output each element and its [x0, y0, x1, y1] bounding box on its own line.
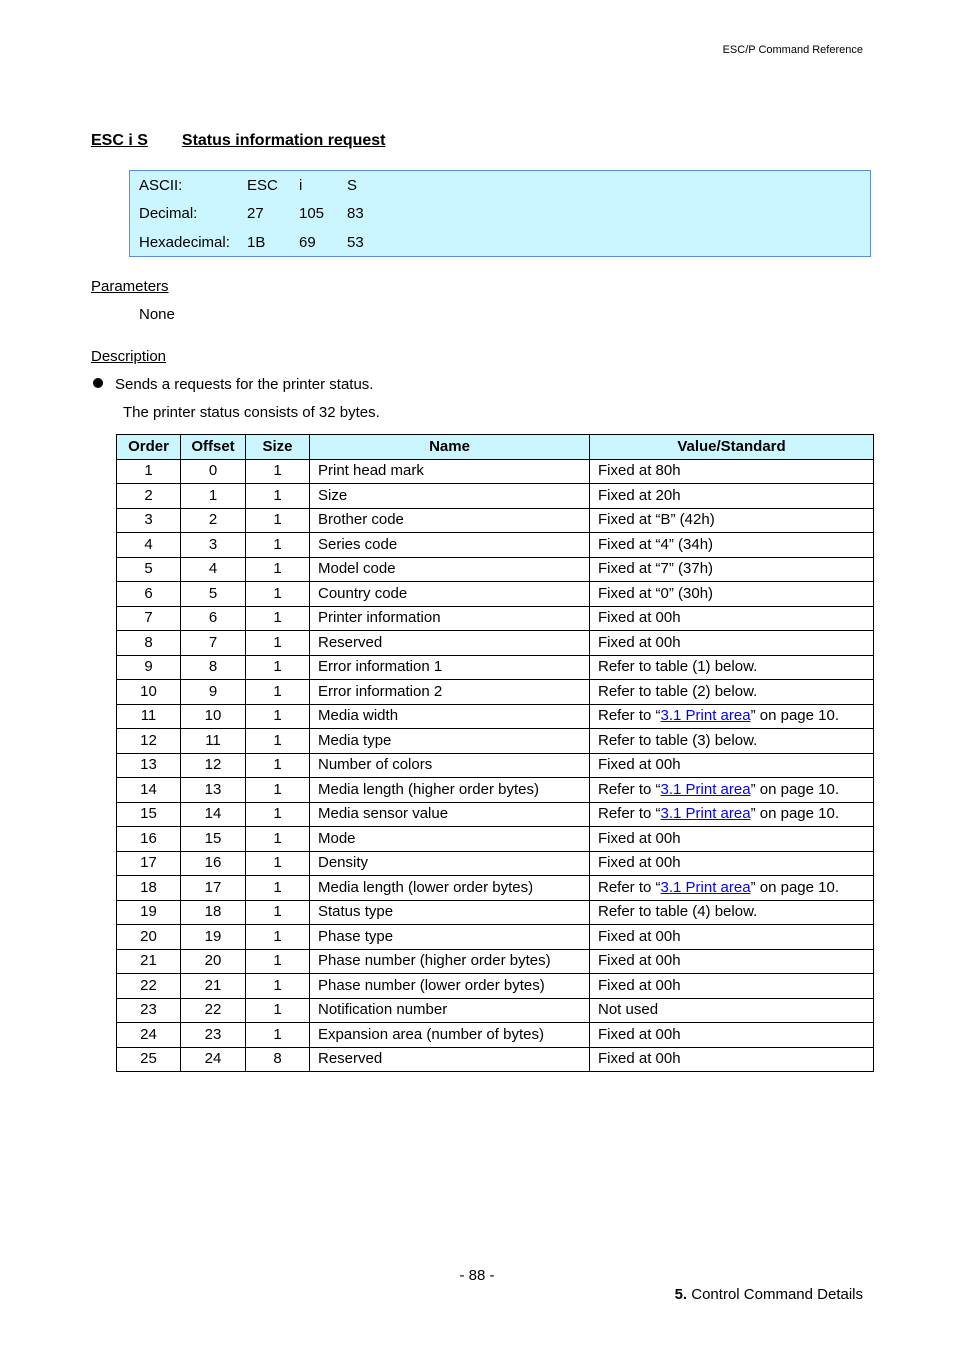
description-note: The printer status consists of 32 bytes. — [123, 404, 380, 421]
value-prefix: Refer to “ — [598, 805, 661, 823]
cell-order: 14 — [117, 778, 181, 803]
print-area-link[interactable]: 3.1 Print area — [660, 780, 751, 798]
command-code-box — [129, 170, 871, 257]
cell-order: 11 — [117, 704, 181, 729]
table-row — [117, 827, 874, 852]
table-row — [117, 1047, 874, 1072]
cell-order: 1 — [117, 459, 181, 484]
cell-offset: 1 — [181, 484, 246, 509]
cell-name: Media width — [310, 704, 590, 729]
cell-value: Fixed at 00h — [590, 753, 874, 778]
cell-size: 1 — [246, 655, 310, 680]
cell-offset: 6 — [181, 606, 246, 631]
cell-offset: 10 — [181, 704, 246, 729]
table-row — [117, 851, 874, 876]
cell-order: 7 — [117, 606, 181, 631]
cell-name: Brother code — [310, 508, 590, 533]
cell-order: 17 — [117, 851, 181, 876]
code-label: ASCII: — [139, 177, 183, 194]
page-number: - 88 - — [459, 1267, 495, 1284]
cell-name: Density — [310, 851, 590, 876]
table-row — [117, 680, 874, 705]
cell-order: 19 — [117, 900, 181, 925]
cell-value: Fixed at “B” (42h) — [590, 508, 874, 533]
cell-size: 1 — [246, 704, 310, 729]
cell-name: Number of colors — [310, 753, 590, 778]
cell-order: 22 — [117, 974, 181, 999]
cell-value: Fixed at 20h — [590, 484, 874, 509]
cell-order: 16 — [117, 827, 181, 852]
cell-value: Fixed at 80h — [590, 459, 874, 484]
column-header-offset: Offset — [181, 435, 246, 460]
cell-value — [590, 778, 874, 803]
print-area-link[interactable]: 3.1 Print area — [660, 878, 751, 896]
code-value: 27 — [247, 205, 264, 222]
cell-value: Refer to table (4) below. — [590, 900, 874, 925]
cell-order: 15 — [117, 802, 181, 827]
cell-value: Fixed at 00h — [590, 827, 874, 852]
running-header: ESC/P Command Reference — [722, 44, 863, 56]
command-name: ESC i S — [91, 132, 148, 149]
cell-offset: 12 — [181, 753, 246, 778]
table-row — [117, 949, 874, 974]
column-header-size: Size — [246, 435, 310, 460]
cell-order: 9 — [117, 655, 181, 680]
value-prefix: Refer to “ — [598, 707, 661, 725]
cell-name: Series code — [310, 533, 590, 558]
cell-value: Refer to table (1) below. — [590, 655, 874, 680]
cell-order: 8 — [117, 631, 181, 656]
cell-order: 6 — [117, 582, 181, 607]
cell-size: 1 — [246, 974, 310, 999]
cell-offset: 19 — [181, 925, 246, 950]
cell-offset: 8 — [181, 655, 246, 680]
table-row — [117, 900, 874, 925]
cell-name: Mode — [310, 827, 590, 852]
table-row — [117, 484, 874, 509]
cell-size: 1 — [246, 680, 310, 705]
cell-name: Reserved — [310, 1047, 590, 1072]
code-row-hexadecimal — [130, 234, 870, 262]
cell-size: 1 — [246, 582, 310, 607]
value-suffix: ” on page 10. — [750, 878, 839, 896]
cell-offset: 0 — [181, 459, 246, 484]
cell-size: 1 — [246, 484, 310, 509]
cell-size: 1 — [246, 925, 310, 950]
cell-offset: 20 — [181, 949, 246, 974]
cell-order: 3 — [117, 508, 181, 533]
cell-order: 10 — [117, 680, 181, 705]
table-row — [117, 998, 874, 1023]
cell-value: Fixed at 00h — [590, 974, 874, 999]
command-title: Status information request — [181, 132, 386, 149]
cell-order: 4 — [117, 533, 181, 558]
cell-name: Country code — [310, 582, 590, 607]
cell-offset: 18 — [181, 900, 246, 925]
cell-offset: 21 — [181, 974, 246, 999]
column-header-name: Name — [310, 435, 590, 460]
code-value: 53 — [347, 234, 364, 251]
cell-offset: 17 — [181, 876, 246, 901]
code-value: ESC — [247, 177, 278, 194]
section-title — [91, 132, 385, 150]
parameters-text: None — [139, 306, 175, 323]
cell-offset: 3 — [181, 533, 246, 558]
cell-value: Not used — [590, 998, 874, 1023]
chapter-footer — [675, 1286, 863, 1303]
code-value: 69 — [299, 234, 316, 251]
cell-offset: 9 — [181, 680, 246, 705]
cell-value: Fixed at “4” (34h) — [590, 533, 874, 558]
table-header-row — [117, 435, 874, 460]
table-row — [117, 606, 874, 631]
cell-name: Notification number — [310, 998, 590, 1023]
table-row — [117, 655, 874, 680]
cell-offset: 24 — [181, 1047, 246, 1072]
table-row — [117, 533, 874, 558]
cell-size: 1 — [246, 851, 310, 876]
status-table-body — [117, 459, 874, 1072]
cell-value: Fixed at 00h — [590, 1023, 874, 1048]
cell-size: 1 — [246, 459, 310, 484]
cell-size: 1 — [246, 533, 310, 558]
cell-offset: 23 — [181, 1023, 246, 1048]
cell-order: 25 — [117, 1047, 181, 1072]
value-prefix: Refer to “ — [598, 878, 661, 896]
cell-name: Media type — [310, 729, 590, 754]
column-header-value: Value/Standard — [590, 435, 874, 460]
cell-size: 1 — [246, 949, 310, 974]
code-value: 1B — [247, 234, 266, 251]
chapter-title: Control Command Details — [687, 1286, 863, 1303]
cell-value — [590, 704, 874, 729]
cell-order: 18 — [117, 876, 181, 901]
cell-order: 12 — [117, 729, 181, 754]
cell-value: Fixed at 00h — [590, 631, 874, 656]
table-row — [117, 925, 874, 950]
cell-value: Fixed at 00h — [590, 851, 874, 876]
cell-size: 1 — [246, 729, 310, 754]
cell-name: Phase number (higher order bytes) — [310, 949, 590, 974]
cell-offset: 4 — [181, 557, 246, 582]
table-row — [117, 582, 874, 607]
cell-value: Fixed at 00h — [590, 925, 874, 950]
cell-name: Error information 1 — [310, 655, 590, 680]
cell-name: Status type — [310, 900, 590, 925]
cell-name: Media length (higher order bytes) — [310, 778, 590, 803]
cell-value: Fixed at 00h — [590, 949, 874, 974]
table-row — [117, 459, 874, 484]
cell-name: Phase number (lower order bytes) — [310, 974, 590, 999]
cell-size: 1 — [246, 900, 310, 925]
code-value: 105 — [299, 205, 325, 222]
cell-offset: 13 — [181, 778, 246, 803]
value-prefix: Refer to “ — [598, 780, 661, 798]
cell-name: Media length (lower order bytes) — [310, 876, 590, 901]
chapter-number: 5. — [674, 1286, 688, 1303]
cell-value — [590, 802, 874, 827]
print-area-link[interactable]: 3.1 Print area — [660, 707, 751, 725]
cell-size: 1 — [246, 753, 310, 778]
cell-name: Phase type — [310, 925, 590, 950]
bullet-icon — [93, 378, 103, 388]
value-suffix: ” on page 10. — [750, 805, 839, 823]
table-row — [117, 778, 874, 803]
cell-order: 5 — [117, 557, 181, 582]
cell-order: 21 — [117, 949, 181, 974]
cell-name: Media sensor value — [310, 802, 590, 827]
cell-size: 1 — [246, 827, 310, 852]
print-area-link[interactable]: 3.1 Print area — [660, 805, 751, 823]
cell-order: 13 — [117, 753, 181, 778]
cell-size: 8 — [246, 1047, 310, 1072]
cell-name: Printer information — [310, 606, 590, 631]
cell-order: 23 — [117, 998, 181, 1023]
table-row — [117, 802, 874, 827]
cell-value: Refer to table (3) below. — [590, 729, 874, 754]
cell-name: Print head mark — [310, 459, 590, 484]
cell-size: 1 — [246, 606, 310, 631]
cell-size: 1 — [246, 508, 310, 533]
cell-name: Expansion area (number of bytes) — [310, 1023, 590, 1048]
cell-size: 1 — [246, 557, 310, 582]
cell-name: Error information 2 — [310, 680, 590, 705]
code-label: Hexadecimal: — [139, 234, 230, 251]
cell-value — [590, 876, 874, 901]
cell-order: 20 — [117, 925, 181, 950]
cell-value: Fixed at 00h — [590, 606, 874, 631]
table-row — [117, 704, 874, 729]
cell-offset: 2 — [181, 508, 246, 533]
cell-offset: 16 — [181, 851, 246, 876]
cell-offset: 15 — [181, 827, 246, 852]
cell-offset: 7 — [181, 631, 246, 656]
column-header-order: Order — [117, 435, 181, 460]
cell-offset: 5 — [181, 582, 246, 607]
value-suffix: ” on page 10. — [750, 780, 839, 798]
code-value: 83 — [347, 205, 364, 222]
code-label: Decimal: — [139, 205, 198, 222]
cell-value: Refer to table (2) below. — [590, 680, 874, 705]
table-row — [117, 729, 874, 754]
code-value: S — [347, 177, 358, 194]
cell-offset: 11 — [181, 729, 246, 754]
table-row — [117, 557, 874, 582]
cell-offset: 14 — [181, 802, 246, 827]
cell-size: 1 — [246, 802, 310, 827]
table-row — [117, 876, 874, 901]
code-row-ascii — [130, 177, 870, 205]
description-heading: Description — [91, 348, 167, 365]
cell-size: 1 — [246, 998, 310, 1023]
cell-value: Fixed at “7” (37h) — [590, 557, 874, 582]
status-table — [116, 434, 874, 1072]
cell-name: Size — [310, 484, 590, 509]
cell-size: 1 — [246, 778, 310, 803]
code-value: i — [299, 177, 303, 194]
code-row-decimal — [130, 205, 870, 233]
description-bullet-text: Sends a requests for the printer status. — [115, 376, 374, 393]
table-row — [117, 1023, 874, 1048]
table-row — [117, 508, 874, 533]
cell-value: Fixed at “0” (30h) — [590, 582, 874, 607]
cell-order: 2 — [117, 484, 181, 509]
cell-order: 24 — [117, 1023, 181, 1048]
parameters-heading: Parameters — [91, 278, 169, 295]
cell-size: 1 — [246, 1023, 310, 1048]
cell-name: Model code — [310, 557, 590, 582]
cell-name: Reserved — [310, 631, 590, 656]
cell-offset: 22 — [181, 998, 246, 1023]
value-suffix: ” on page 10. — [750, 707, 839, 725]
table-row — [117, 753, 874, 778]
cell-size: 1 — [246, 631, 310, 656]
cell-size: 1 — [246, 876, 310, 901]
table-row — [117, 974, 874, 999]
table-row — [117, 631, 874, 656]
cell-value: Fixed at 00h — [590, 1047, 874, 1072]
